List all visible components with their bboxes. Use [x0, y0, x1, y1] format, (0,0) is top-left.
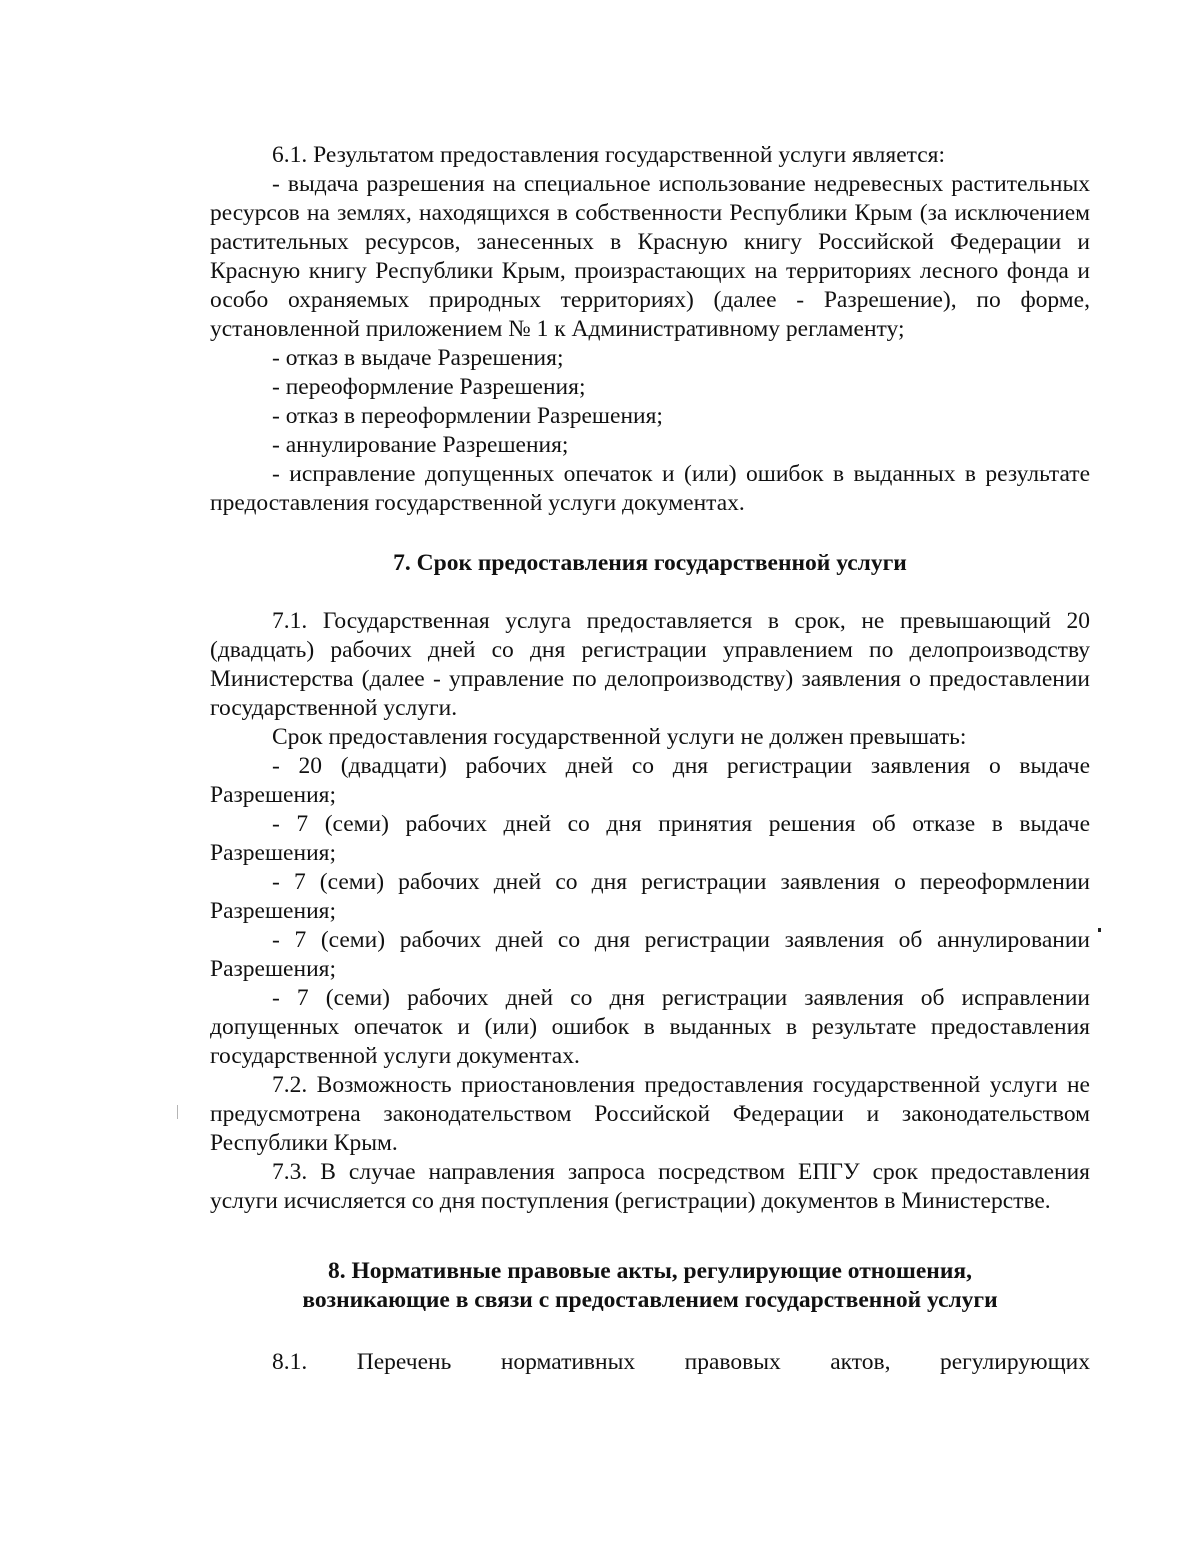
term-item: - 20 (двадцати) рабочих дней со дня регистрации заявления о выдаче Разрешения;: [210, 753, 1090, 808]
result-item: - исправление допущенных опечаток и (или) ошибок в выданных в результате предоставления государственной услуги документах.: [210, 461, 1090, 516]
result-item: - отказ в выдаче Разрешения;: [272, 345, 564, 371]
document-page: [210, 141, 1090, 1377]
paragraph-7-3: 7.3. В случае направления запроса посредством ЕПГУ срок предоставления услуги исчисляется со дня поступления (регистрации) документов в Министерстве.: [210, 1159, 1090, 1214]
result-intro: 6.1. Результатом предоставления государственной услуги является:: [272, 142, 945, 168]
result-item: - переоформление Разрешения;: [272, 374, 586, 400]
paragraph-7-1: 7.1. Государственная услуга предоставляется в срок, не превышающий 20 (двадцать) рабочих дней со дня регистрации управлением по делопроизводству Министерства (далее - управление по делопроизводству) заявления о предоставлении государственной услуги.: [210, 608, 1090, 721]
term-intro: Срок предоставления государственной услуги не должен превышать:: [272, 724, 967, 750]
paragraph-8-1-word: нормативных: [500, 1349, 636, 1375]
result-item: - аннулирование Разрешения;: [272, 432, 569, 458]
paragraph-8-1: [210, 1348, 1090, 1377]
term-item: - 7 (семи) рабочих дней со дня регистрации заявления о переоформлении Разрешения;: [210, 869, 1090, 924]
term-item: - 7 (семи) рабочих дней со дня регистрации заявления об исправлении допущенных опечаток и (или) ошибок в выданных в результате предоставления государственной услуги документах.: [210, 985, 1090, 1069]
term-item: - 7 (семи) рабочих дней со дня принятия решения об отказе в выдаче Разрешения;: [210, 811, 1090, 866]
section-8-heading-line: возникающие в связи с предоставлением государственной услуги: [302, 1287, 998, 1313]
paragraph-8-1-word: регулирующих: [939, 1349, 1090, 1375]
paragraph-8-1-word: Перечень: [356, 1349, 452, 1375]
paragraph-8-1-word: правовых: [684, 1349, 781, 1375]
paragraph-7-2: 7.2. Возможность приостановления предоставления государственной услуги не предусмотрена законодательством Российской Федерации и законодательством Республики Крым.: [210, 1072, 1090, 1156]
scan-artifact-mark: [177, 1105, 178, 1119]
paragraph-8-1-word: 8.1.: [272, 1349, 308, 1375]
section-7-heading: 7. Срок предоставления государственной услуги: [393, 550, 907, 576]
paragraph-8-1-word: актов,: [830, 1349, 891, 1375]
result-item: - отказ в переоформлении Разрешения;: [272, 403, 663, 429]
scan-artifact-dot: [1098, 928, 1101, 932]
section-8-heading: [210, 1257, 1090, 1315]
section-8-heading-line: 8. Нормативные правовые акты, регулирующие отношения,: [328, 1258, 972, 1284]
result-item: - выдача разрешения на специальное использование недревесных растительных ресурсов на землях, находящихся в собственности Республики Крым (за исключением растительных ресурсов, занесенных в Красную книгу Российской Федерации и Красную книгу Республики Крым, произрастающих на территориях лесного фонда и особо охраняемых природных территориях) (далее - Разрешение), по форме, установленной приложением № 1 к Административному регламенту;: [210, 171, 1090, 342]
term-item: - 7 (семи) рабочих дней со дня регистрации заявления об аннулировании Разрешения;: [210, 927, 1090, 982]
